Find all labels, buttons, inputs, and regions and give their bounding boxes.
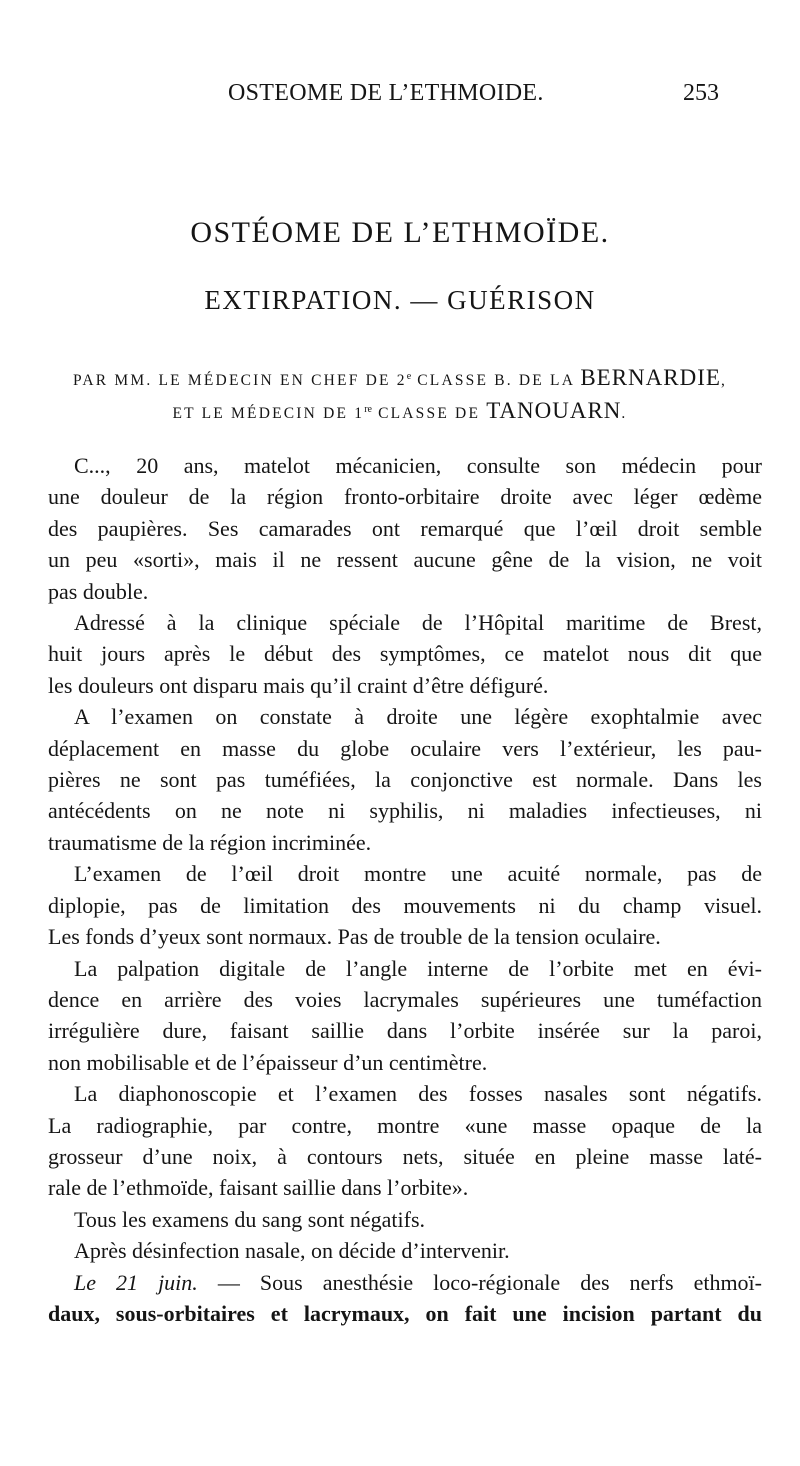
text-line: antécédents on ne note ni syphilis, ni maladies infectieuses, ni [48, 798, 762, 824]
text-line [48, 1267, 762, 1298]
body-text [48, 450, 762, 1329]
paragraph [48, 858, 762, 952]
text-line: grosseur d’une noix, à contours nets, située en pleine masse laté- [48, 1143, 762, 1169]
byline-line-2 [0, 398, 800, 424]
paragraph [48, 607, 762, 701]
text-line: les douleurs ont disparu mais qu’il craint d’être défiguré. [48, 672, 549, 698]
running-head [0, 80, 800, 112]
text-line: Les fonds d’yeux sont normaux. Pas de trouble de la tension oculaire. [48, 924, 661, 950]
text-line: irrégulière dure, faisant saillie dans l’orbite insérée sur la paroi, [48, 1018, 762, 1044]
date-entry-rest: — Sous anesthésie loco-régionale des nerfs ethmoï- [197, 1269, 762, 1295]
text-line: rale de l’ethmoïde, faisant saillie dans l’orbite». [48, 1175, 469, 1201]
running-title: OSTEOME DE L’ETHMOIDE. [228, 80, 544, 106]
text-line: des paupières. Ses camarades ont remarqué que l’œil droit semble [48, 515, 762, 541]
text-line: un peu «sorti», mais il ne ressent aucune gêne de la vision, ne voit [48, 547, 762, 573]
date-label: Le 21 juin. [74, 1269, 198, 1295]
article-title: OSTÉOME DE L’ETHMOÏDE. [190, 216, 610, 249]
paragraph [48, 1078, 762, 1204]
byline-2-sup: re [364, 403, 372, 415]
author-name-2: TANOUARN [486, 398, 622, 423]
text-line: traumatisme de la région incriminée. [48, 829, 372, 855]
text-line: déplacement en masse du globe oculaire vers l’extérieur, les pau- [48, 735, 762, 761]
text-line: A l’examen on constate à droite une légère exophtalmie avec [74, 704, 762, 730]
paragraph-date-entry [48, 1267, 762, 1330]
paragraph [48, 1204, 762, 1235]
text-line: L’examen de l’œil droit montre une acuité normale, pas de [74, 861, 762, 887]
text-line: pas double. [48, 578, 149, 604]
paragraph [48, 953, 762, 1079]
text-line: huit jours après le début des symptômes, ce matelot nous dit que [48, 641, 762, 667]
paragraph [48, 1235, 762, 1266]
text-line: non mobilisable et de l’épaisseur d’un centimètre. [48, 1049, 488, 1075]
text-line: une douleur de la région fronto-orbitaire droite avec léger œdème [48, 484, 762, 510]
text-line: C..., 20 ans, matelot mécanicien, consulte son médecin pour [74, 453, 762, 478]
byline-2-prefix: ET LE MÉDECIN DE 1 [172, 405, 365, 422]
paragraph [48, 701, 762, 858]
page-number: 253 [683, 80, 719, 106]
text-line: Adressé à la clinique spéciale de l’Hôpital maritime de Brest, [74, 610, 762, 636]
text-line: dence en arrière des voies lacrymales supérieures une tuméfaction [48, 986, 762, 1012]
paragraph [48, 450, 762, 607]
text-line: daux, sous-orbitaires et lacrymaux, on fait une incision partant du [48, 1300, 762, 1326]
byline-1-end: , [720, 372, 728, 389]
author-name-1: BERNARDIE [580, 365, 721, 390]
text-line: Après désinfection nasale, on décide d’intervenir. [74, 1238, 510, 1264]
byline-2-end: . [621, 405, 628, 422]
text-line: La radiographie, par contre, montre «une masse opaque de la [48, 1112, 762, 1138]
byline-1-sup: e [406, 370, 412, 382]
text-line: La palpation digitale de l’angle interne de l’orbite met en évi- [74, 955, 762, 981]
text-line: pières ne sont pas tuméfiées, la conjonctive est normale. Dans les [48, 767, 762, 793]
byline-2-mid: CLASSE DE [372, 405, 487, 422]
article-subtitle: EXTIRPATION. — GUÉRISON [204, 285, 596, 315]
text-line: Tous les examens du sang sont négatifs. [74, 1206, 426, 1232]
byline-1-prefix: PAR MM. LE MÉDECIN EN CHEF DE 2 [72, 372, 407, 389]
byline-line-1 [0, 365, 800, 391]
byline-1-mid: CLASSE B. DE LA [411, 372, 581, 389]
text-line: La diaphonoscopie et l’examen des fosses nasales sont négatifs. [74, 1081, 762, 1107]
text-line: diplopie, pas de limitation des mouvements ni du champ visuel. [48, 892, 762, 918]
